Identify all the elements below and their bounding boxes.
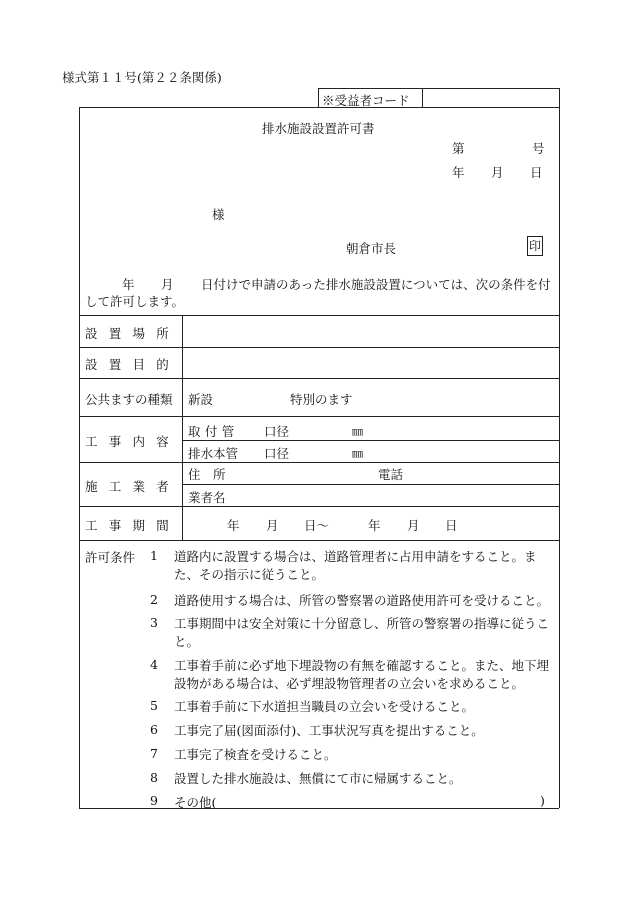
company-name-label: 業者名 [188, 490, 226, 505]
unit-mm-1: ㎜ [352, 425, 363, 438]
row-line [79, 315, 559, 316]
issuer-name: 朝倉市長 [346, 241, 397, 256]
period-label: 工事期間 [85, 518, 181, 533]
contractor-label: 施工業者 [85, 479, 181, 494]
form-number-label: 様式第１１号(第２２条関係) [62, 70, 222, 85]
period-end-tsuki: 月 [407, 518, 420, 533]
conditions-label: 許可条件 [85, 550, 136, 565]
period-start-tsuki: 月 [266, 518, 279, 533]
work-content-label: 工事内容 [85, 434, 181, 449]
bore-label-2: 口径 [264, 446, 290, 461]
table-bottom [79, 808, 559, 809]
label-column-divider [182, 315, 183, 540]
condition-text: 道路使用する場合は、所管の警察署の道路使用許可を受けること。 [174, 593, 550, 608]
condition-text: その他( [174, 795, 217, 810]
period-end-hi: 日 [445, 518, 458, 533]
condition-number: 3 [150, 615, 158, 630]
pipe-attach-label: 取付管 [188, 424, 239, 439]
condition-text: 工事着手前に必ず地下埋設物の有無を確認すること。また、地下埋設物がある場合は、必ず埋設物管理者の立会いを求めること。 [174, 658, 550, 691]
basin-special: 特別のます [290, 392, 353, 407]
condition-number: 2 [150, 592, 158, 607]
period-start-hi: 日～ [304, 518, 330, 533]
condition-number: 5 [150, 698, 158, 713]
address-label: 住所 [188, 467, 239, 482]
table-right [559, 107, 560, 808]
code-box-left [318, 88, 319, 107]
date-nen: 年 [452, 165, 465, 180]
condition-text: 工事期間中は安全対策に十分留意し、所管の警察署の指導に従うこと。 [174, 616, 550, 649]
row-line [79, 347, 559, 348]
location-label: 設置場所 [85, 326, 181, 341]
addressee-honorific: 様 [212, 207, 225, 222]
intro-line-2: して許可します。 [85, 294, 185, 309]
row-line [79, 462, 559, 463]
recipient-code-label: ※受益者コード [322, 93, 410, 108]
table-top [79, 107, 559, 108]
basin-new: 新設 [188, 392, 214, 407]
condition-text: 道路内に設置する場合は、道路管理者に占用申請をすること。また、その指示に従うこと。 [174, 549, 537, 582]
row-line [79, 416, 559, 417]
number-go: 号 [532, 141, 545, 156]
intro-tsuki: 月 [161, 277, 174, 292]
purpose-label: 設置目的 [85, 357, 181, 372]
number-dai: 第 [452, 141, 465, 156]
intro-line-1: 日付けで申請のあった排水施設設置については、次の条件を付 [201, 277, 551, 292]
document-title: 排水施設設置許可書 [262, 121, 375, 136]
condition-text: 工事完了届(図面添付)、工事状況写真を提出すること。 [174, 723, 484, 738]
basin-type-label: 公共ますの種類 [85, 392, 173, 407]
condition-number: 4 [150, 657, 158, 672]
condition-number: 7 [150, 746, 158, 761]
condition-number: 6 [150, 722, 158, 737]
main-drain-label: 排水本管 [188, 446, 239, 461]
condition-number: 1 [150, 548, 158, 563]
table-left [79, 107, 80, 808]
condition-text: 設置した排水施設は、無償にて市に帰属すること。 [174, 771, 462, 786]
phone-label: 電話 [378, 467, 404, 482]
row-subline [182, 484, 559, 485]
row-line [79, 540, 559, 541]
intro-nen: 年 [122, 277, 135, 292]
unit-mm-2: ㎜ [352, 447, 363, 460]
code-box-divider [422, 88, 423, 107]
condition-text: 工事着手前に下水道担当職員の立会いを受けること。 [174, 699, 475, 714]
condition-text: 工事完了検査を受けること。 [174, 747, 337, 762]
code-box-right [559, 88, 560, 107]
code-box-top [318, 88, 559, 89]
other-closing-paren: ) [540, 793, 545, 808]
condition-number: 9 [150, 793, 158, 808]
row-line [79, 378, 559, 379]
condition-number: 8 [150, 770, 158, 785]
row-line [79, 506, 559, 507]
row-subline [182, 440, 559, 441]
period-end-nen: 年 [368, 518, 381, 533]
date-tsuki: 月 [491, 165, 504, 180]
bore-label-1: 口径 [264, 424, 290, 439]
date-hi: 日 [530, 165, 543, 180]
period-start-nen: 年 [227, 518, 240, 533]
seal-mark: 印 [527, 236, 543, 256]
